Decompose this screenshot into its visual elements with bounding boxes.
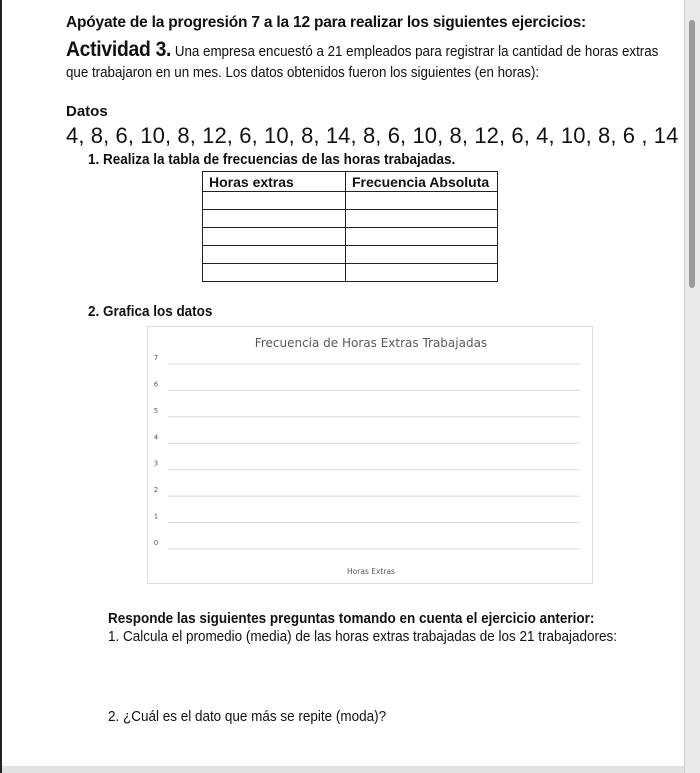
table-row bbox=[203, 264, 498, 282]
y-tick-label: 6 bbox=[153, 380, 159, 389]
table-cell bbox=[203, 264, 346, 282]
x-axis-label: Horas Extras bbox=[347, 567, 395, 576]
table-cell bbox=[346, 228, 498, 246]
task2-text: 2. Grafica los datos bbox=[88, 304, 213, 320]
activity-intro-line2: que trabajaron en un mes. Los datos obtenidos fueron los siguientes (en horas): bbox=[66, 65, 540, 81]
activity-intro-line1 bbox=[66, 38, 658, 62]
table-cell bbox=[346, 246, 498, 264]
datos-label: Datos bbox=[66, 103, 108, 120]
table-cell bbox=[346, 264, 498, 282]
chart-container bbox=[147, 326, 593, 584]
y-tick-label: 5 bbox=[153, 406, 159, 415]
table-cell bbox=[203, 228, 346, 246]
table-row bbox=[203, 192, 498, 210]
frequency-table bbox=[202, 171, 498, 282]
header-frecuencia-absoluta: Frecuencia Absoluta bbox=[346, 172, 498, 192]
table-row bbox=[203, 246, 498, 264]
y-tick-label: 3 bbox=[153, 459, 159, 468]
table-row bbox=[203, 210, 498, 228]
activity-intro-text1: Una empresa encuestó a 21 empleados para registrar la cantidad de horas extras bbox=[174, 44, 659, 60]
table-row bbox=[203, 228, 498, 246]
page-left-edge bbox=[0, 0, 2, 773]
table-cell bbox=[346, 210, 498, 228]
chart-title: Frecuencia de Horas Extras Trabajadas bbox=[254, 336, 488, 350]
y-tick-label: 1 bbox=[153, 512, 159, 521]
task1-text: 1. Realiza la tabla de frecuencias de las horas trabajadas. bbox=[88, 152, 456, 168]
page-bottom-edge bbox=[2, 766, 684, 773]
activity-title: Actividad 3. bbox=[66, 38, 172, 61]
table-cell bbox=[203, 192, 346, 210]
table-cell bbox=[203, 246, 346, 264]
y-tick-label: 4 bbox=[153, 433, 159, 442]
instructions-heading: Apóyate de la progresión 7 a la 12 para realizar los siguientes ejercicios: bbox=[66, 14, 586, 31]
table-cell bbox=[346, 192, 498, 210]
datos-values: 4, 8, 6, 10, 8, 12, 6, 10, 8, 14, 8, 6, 10, 8, 12, 6, 4, 10, 8, 6 , 14 bbox=[66, 123, 679, 148]
scrollbar-thumb[interactable] bbox=[689, 20, 695, 288]
chart-svg bbox=[148, 327, 594, 585]
questions-heading: Responde las siguientes preguntas tomando en cuenta el ejercicio anterior: bbox=[108, 611, 595, 627]
y-tick-label: 0 bbox=[153, 539, 159, 547]
table-cell bbox=[203, 210, 346, 228]
y-tick-label: 7 bbox=[153, 354, 159, 362]
y-tick-label: 2 bbox=[153, 486, 159, 495]
question-1: 1. Calcula el promedio (media) de las horas extras trabajadas de los 21 trabajadores: bbox=[108, 629, 617, 645]
frequency-table-header-row bbox=[203, 172, 498, 192]
question-2: 2. ¿Cuál es el dato que más se repite (moda)? bbox=[108, 709, 387, 725]
header-horas-extras: Horas extras bbox=[203, 172, 346, 192]
